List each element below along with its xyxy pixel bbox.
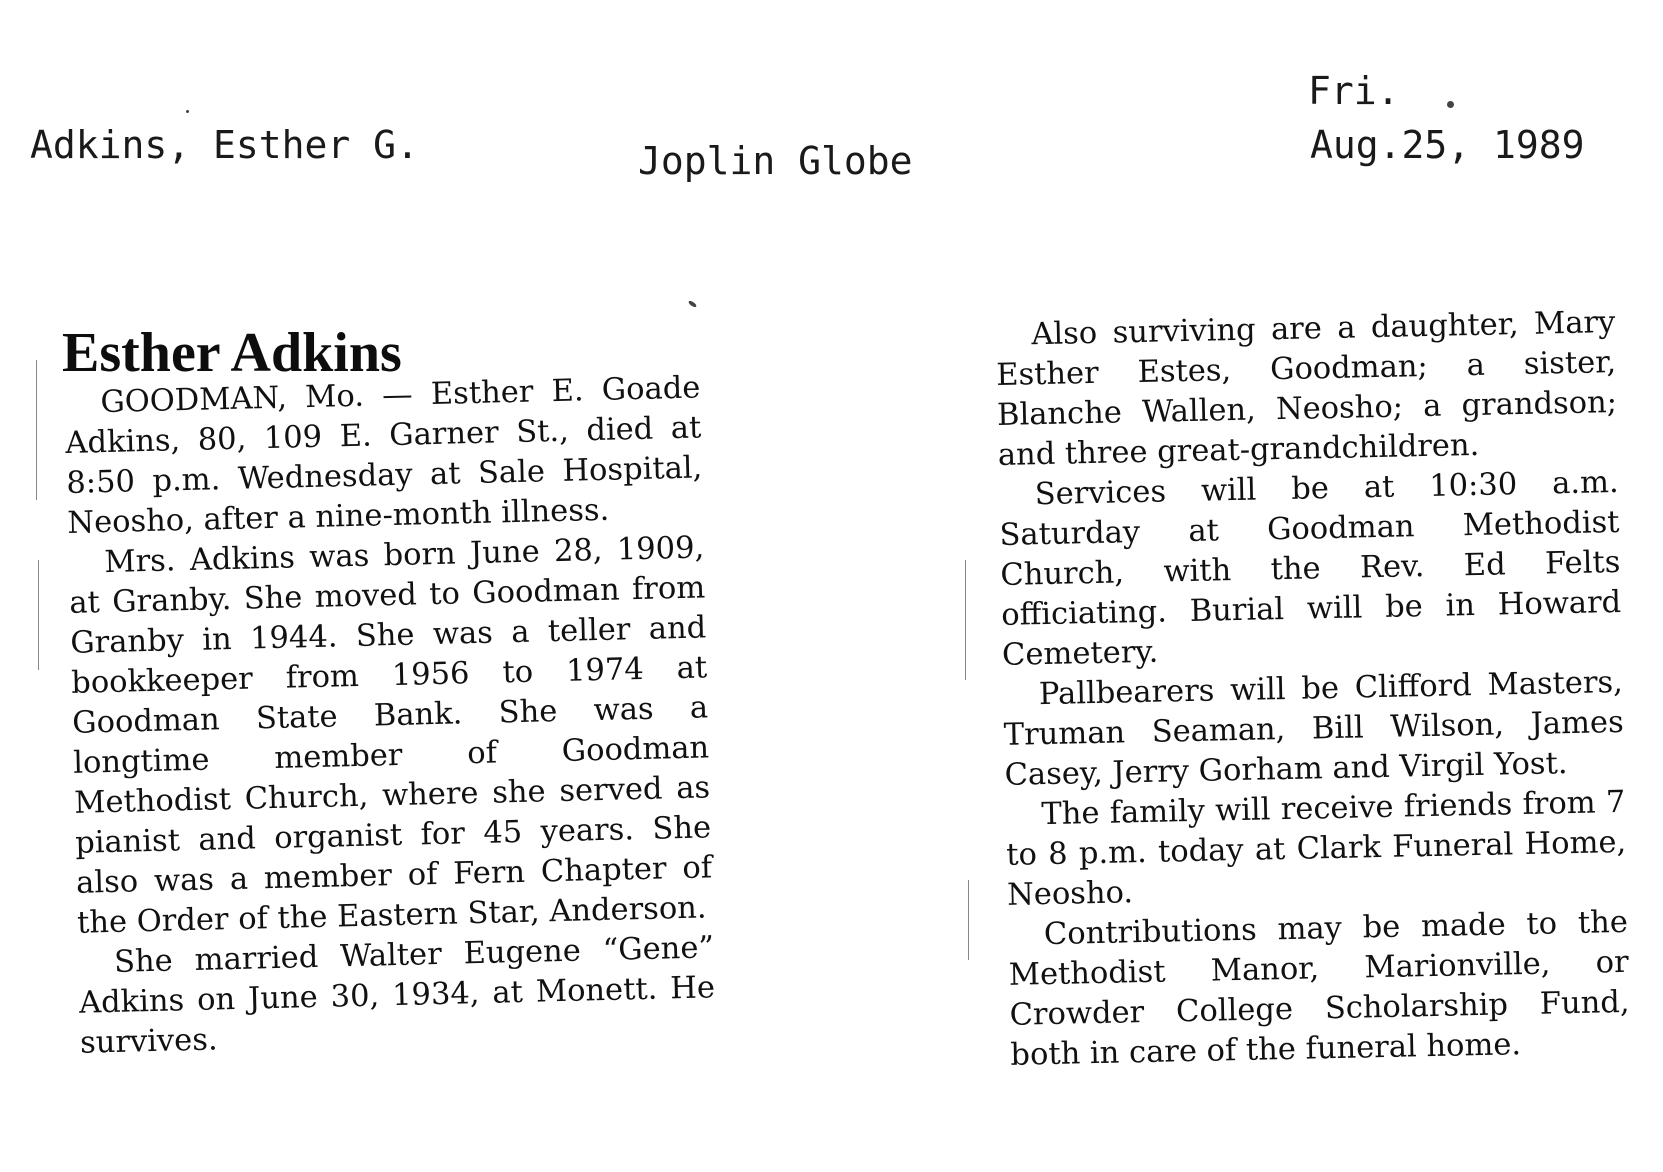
column-edge-mark [36,360,37,500]
article-left-column [64,368,716,1063]
article-paragraph: Services will be at 10:30 a.m. Saturday at Goodman Methodist Church, with the Rev. Ed Felts officiating. Burial will be in Howard Cemetery. [999,464,1622,673]
publication-day: Fri. [1308,69,1400,113]
column-edge-mark [965,560,966,680]
article-paragraph: Pallbearers will be Clifford Masters, Truman Seaman, Bill Wilson, James Casey, Jerry Gorham and Virgil Yost. [1003,664,1625,793]
column-edge-mark [38,560,39,670]
article-right-column [995,303,1631,1076]
column-edge-mark [968,880,969,960]
scan-speck [1447,101,1454,108]
newspaper-name: Joplin Globe [638,139,913,183]
clipping-name: Adkins, Esther G. [30,123,419,167]
scan-speck [186,110,189,113]
article-paragraph: Contributions may be made to the Methodist Manor, Marionville, or Crowder College Scholarship Fund, both in care of the funeral home. [1008,904,1630,1073]
article-paragraph: Mrs. Adkins was born June 28, 1909, at Granby. She moved to Goodman from Granby in 1944. She was a teller and bookkeeper from 1956 to 1974 at Goodman State Bank. She was a longtime member of Goodman Methodist Church, where she served as pianist and organist for 45 years. She also was a member of Fern Chapter of the Order of the Eastern Star, Anderson. [68,530,713,941]
obituary-headline: Esther Adkins [62,322,402,384]
publication-date: Aug.25, 1989 [1310,123,1585,167]
article-paragraph: The family will receive friends from 7 to 8 p.m. today at Clark Funeral Home, Neosho. [1005,784,1627,913]
article-paragraph: Also surviving are a daughter, Mary Esther Estes, Goodman; a sister, Blanche Wallen, Neosho; a grandson; and three great-grandchildren. [995,305,1618,473]
scan-speck [688,300,698,308]
article-paragraph: GOODMAN, Mo. — Esther E. Goade Adkins, 80, 109 E. Garner St., died at 8:50 p.m. Wednesday at Sale Hospital, Neosho, after a nine-month illness. [65,370,703,541]
article-paragraph: She married Walter Eugene “Gene” Adkins on June 30, 1934, at Monett. He survives. [78,930,716,1061]
